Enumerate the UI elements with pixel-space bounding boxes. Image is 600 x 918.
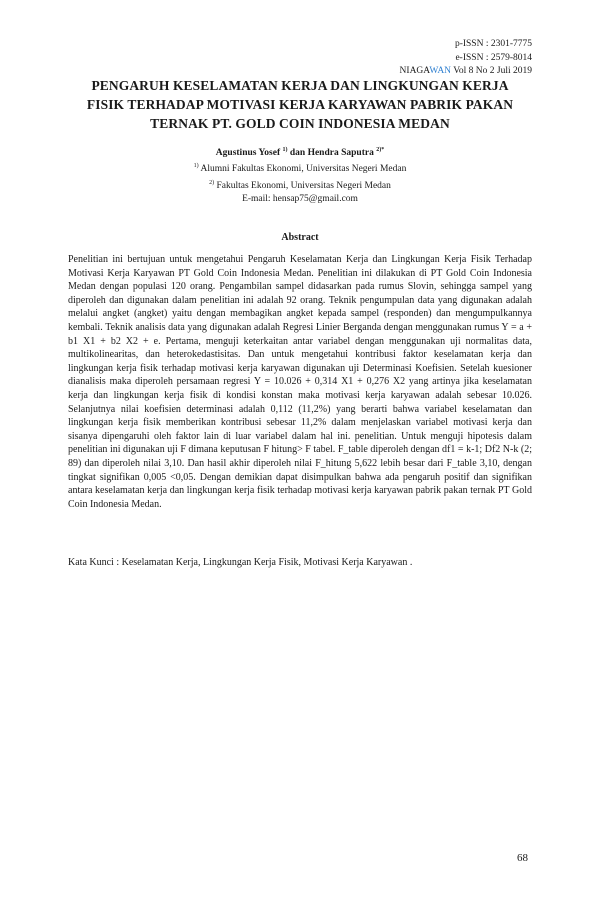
author-1: Agustinus Yosef [215, 148, 281, 159]
p-issn: p-ISSN : 2301-7775 [454, 39, 532, 49]
affiliation-text: Fakultas Ekonomi, Universitas Negeri Medan [214, 180, 391, 191]
affiliation-1 [0, 160, 600, 177]
author-2-mark: 2)* [376, 147, 385, 153]
journal-name-part2: WAN [429, 66, 452, 76]
title-line: PENGARUH KESELAMATAN KERJA DAN LINGKUNGAN KERJA [91, 78, 509, 93]
affiliation-2 [0, 177, 600, 194]
paper-title [70, 76, 530, 133]
e-issn: e-ISSN : 2579-8014 [455, 52, 532, 63]
abstract-heading: Abstract [281, 232, 319, 243]
affiliation-text: Alumni Fakultas Ekonomi, Universitas Negeri Medan [198, 164, 407, 175]
author-connector: dan [287, 148, 308, 159]
affiliation-mark: 1) [193, 163, 199, 169]
volume-issue: Vol 8 No 2 Juli 2019 [451, 66, 532, 76]
author-1-mark: 1) [282, 147, 288, 153]
affiliation-mark: 2) [209, 179, 215, 186]
affiliations [0, 160, 600, 207]
title-line: FISIK TERHADAP MOTIVASI KERJA KARYAWAN PABRIK PAKAN [86, 97, 514, 112]
abstract-paragraph: Penelitian ini bertujuan untuk mengetahui Pengaruh Keselamatan Kerja dan Lingkungan Kerja Fisik Terhadap Motivasi Kerja Karyawan PT Gold Coin Indonesia Medan. Penelitian ini dilakukan di PT Gold Coin Indonesia Medan dengan populasi 120 orang. Pengambilan sampel didasarkan pada rumus Slovin, sehingga sampel yang diperoleh dan digunakan dalam penelitian ini adalah 92 orang. Teknik pengumpulan data yang digunakan adalah melalui angket (angket) yaitu dengan membagikan angket kepada sampel (responden) dan mengumpulkannya kembali. Teknik analisis data yang digunakan adalah Regresi Linier Berganda dengan menggunakan rumus Y = a + b1 X1 + b2 X2 + e. Pertama, menguji keterkaitan antar variabel dengan menggunakan uji normalitas data, multikolinearitas, dan heterokedastisitas. Dan untuk mengetahui kontribusi faktor keselamatan kerja dan lingkungan kerja fisik terhadap motivasi kerja karyawan digunakan uji Determinasi Koefisien. Setelah kuesioner dianalisis maka diperoleh persamaan regresi Y = 10.026 + 0,314 X1 + 0,276 X2 yang artinya jika keselamatan kerja dan lingkungan kerja fisik di kondisi konstan maka motivasi kerja karyawan adalah sebesar 10.026. Selanjutnya nilai koefisien determinasi adalah 0,112 (11,2%) yang berarti bahwa variabel keselamatan dan lingkungan kerja fisik memberikan kontribusi sebesar 11,2% dalam menjelaskan variabel motivasi kerja dan sisanya dipengaruhi oleh faktor lain di luar variabel dalam hal ini. penelitian. Untuk menguji hipotesis dalam penelitian ini digunakan uji F dimana keputusan F hitung> F tabel. F_table diperoleh dengan df1 = k-1; Df2 N-k (2; 89) dan diperoleh nilai 3,10. Dan hasil akhir diperoleh nilai F_hitung 5,622 lebih besar dari F_table 3,10, dengan tingkat signifikan 0,005 <0,05. Dengan demikian dapat disimpulkan bahwa ada pengaruh positif dan signifikan antara keselamatan kerja dan lingkungan kerja fisik terhadap motivasi kerja karyawan pabrik pakan ternak PT Gold Coin Indonesia Medan. [68, 254, 532, 510]
keywords: Kata Kunci : Keselamatan Kerja, Lingkungan Kerja Fisik, Motivasi Kerja Karyawan . [68, 557, 413, 568]
author-line [0, 147, 600, 158]
abstract-body [68, 253, 532, 511]
author-email: E-mail: hensap75@gmail.com [242, 194, 358, 205]
journal-name-part1: NIAGA [399, 66, 430, 76]
page-number: 68 [517, 852, 528, 864]
title-line: TERNAK PT. GOLD COIN INDONESIA MEDAN [150, 116, 450, 131]
journal-header [400, 38, 532, 79]
author-2: Hendra Saputra [307, 148, 374, 159]
